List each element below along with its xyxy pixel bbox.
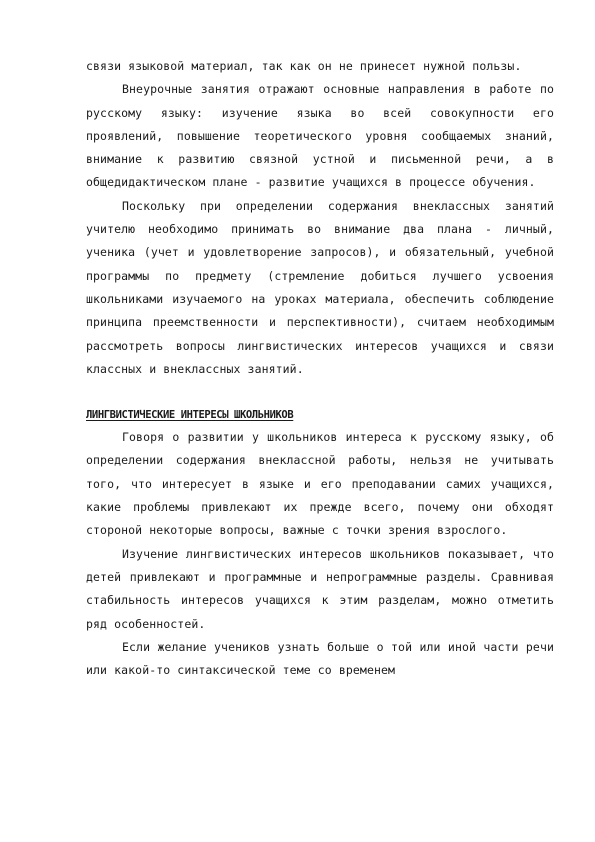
paragraph-two-plans: Поскольку при определении содержания внеклассных занятий учителю необходимо принимать во внимание два плана - личный, ученика (учет и удовлетворение запросов), и обязательный, учебной программы по предмету (стремление добиться лучшего усвоения школьниками изучаемого на уроках материала, обеспечить соблюдение принципа преемственности и перспективности), считаем необходимым рассмотреть вопросы лингвистических интересов учащихся и связи классных и внеклассных занятий. <box>86 198 554 376</box>
paragraph-student-interest: Говоря о развитии у школьников интереса к русскому языку, об определении содержания внеклассной работы, нельзя не учитывать того, что интересует в языке и его преподавании самих учащихся, какие проблемы привлекают их прежде всего, почему они обходят стороной некоторые вопросы, важные с точки зрения взрослого. <box>86 430 554 538</box>
paragraph-extracurricular-directions: Внеурочные занятия отражают основные направления в работе по русскому языку: изучение языка во всей совокупности его проявлений, повышение теоретического уровня сообщаемых знаний, внимание к развитию связной устной и письменной речи, а в общедидактическом плане - развитие учащихся в процессе обучения. <box>86 82 554 190</box>
document-page <box>86 55 554 682</box>
paragraph-parts-of-speech: Если желание учеников узнать больше о той или иной части речи или какой-то синтаксической теме со временем <box>86 639 554 678</box>
paragraph-continuation: связи языковой материал, так как он не принесет нужной пользы. <box>86 59 522 73</box>
paragraph-linguistic-interests-study: Изучение лингвистических интересов школьников показывает, что детей привлекают и программные и непрограммные разделы. Сравнивая стабильность интересов учащихся к этим разделам, можно отметить ряд особенностей. <box>86 546 554 631</box>
section-heading: ЛИНГВИСТИЧЕСКИЕ ИНТЕРЕСЫ ШКОЛЬНИКОВ <box>86 409 294 422</box>
